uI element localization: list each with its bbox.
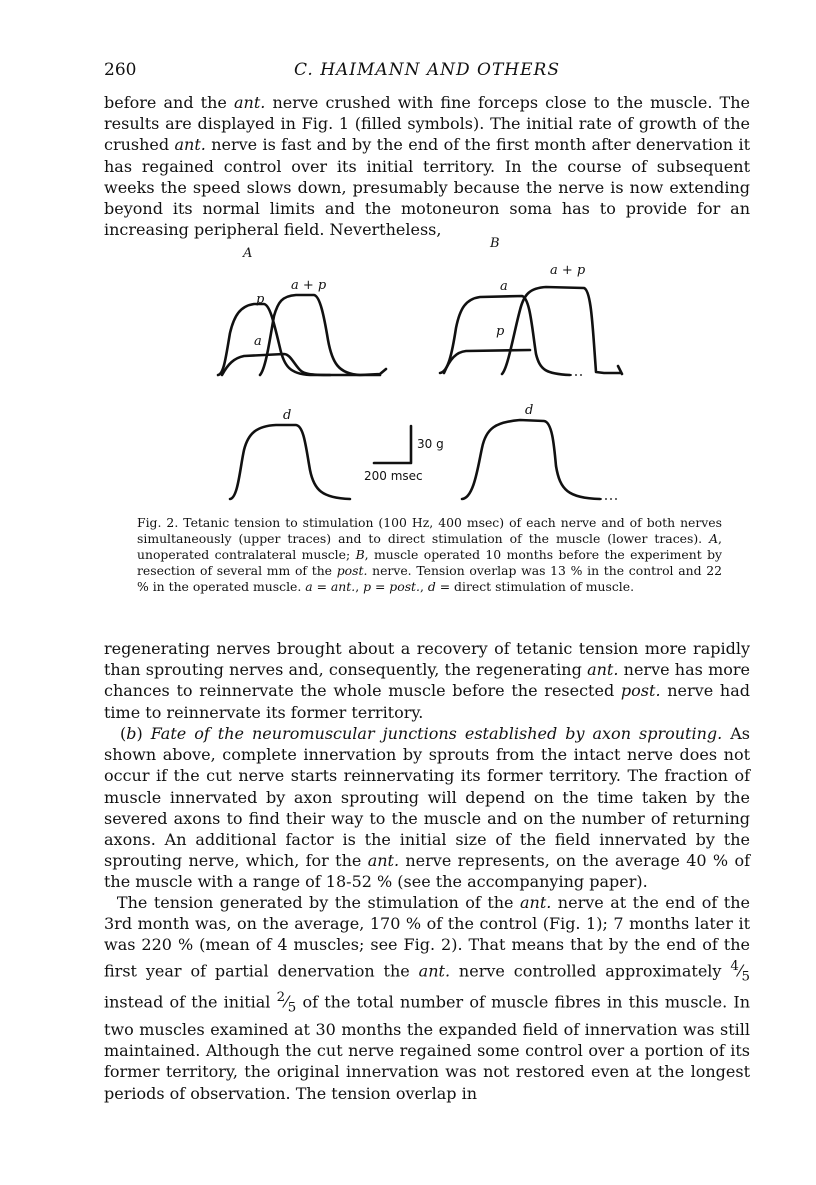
page-number: 260 [104,60,137,80]
paragraph-1: before and the ant. nerve crushed with fine forceps close to the muscle. The results are displayed in Fig. 1 (filled symbols). The initial rate of growth of the crushed ant. nerve is fast and by the end of the first month after denervation it has regained control over its initial territory. In the course of subsequent weeks the speed slows down, presumably because the nerve is now extending beyond its normal limits and the motoneuron soma has to provide for an increasing peripheral field. Nevertheless, [104,93,750,240]
panel-label-a: A [243,246,253,261]
paragraph-3: (b) Fate of the neuromuscular junctions established by axon sprouting. As shown above, complete innervation by sprouts from the intact nerve does not occur if the cut nerve starts reinnervating its former territory. The fraction of muscle innervated by axon sprouting will depend on the time taken by the severed axons to find their way to the muscle and on the number of returning axons. An additional factor is the initial size of the field innervated by the sprouting nerve, which, for the ant. nerve represents, on the average 40 % of the muscle with a range of 18-52 % (see the accompanying paper). [104,724,751,892]
label-b-d: d [525,403,534,418]
scale-bar [374,426,411,463]
figure-caption: Fig. 2. Tetanic tension to stimulation (100 Hz, 400 msec) of each nerve and of both nerves simultaneously (upper traces) and to direct stimulation of the muscle (lower traces). A, unoperated contralateral muscle; B, muscle operated 10 months before the experiment by resection of several mm of the post. nerve. Tension overlap was 13 % in the control and 22 % in the operated muscle. a = ant., p = post., d = direct stimulation of muscle. [137,515,723,594]
label-a-a: a [254,334,262,349]
label-b-a: a [500,279,508,294]
trace-a-d [230,425,350,499]
trace-b-aplusp [502,287,620,374]
scale-time-label: 200 msec [364,469,423,483]
trace-b-d [462,420,600,499]
paragraph-4: The tension generated by the stimulation of the ant. nerve at the end of the 3rd month was, on the average, 170 % of the control (Fig. 1); 7 months later it was 220 % (mean of 4 muscles; see Fig. 2). That means that by the end of the first year of partial denervation the ant. nerve controlled approximately $^4⁄_5$ instead of the initial $^2⁄_5$ of the total number of muscle fibres in this muscle. In two muscles examined at 30 months the expanded field of innervation was still maintained. Although the cut nerve regained some control over a portion of its former territory, the original innervation was not restored even at the longest periods of observation. The tension overlap in [104,893,751,1103]
running-title: C. HAIMANN AND OTHERS [293,60,560,80]
trace-a-p [218,304,380,375]
label-a-aplusp: a + p [291,278,327,293]
label-b-aplusp: a + p [550,263,586,278]
label-b-p: p [496,324,505,339]
panel-label-b: B [490,236,500,251]
page-header [104,60,750,90]
label-a-d: d [283,408,292,423]
trace-b-p [444,350,530,373]
trace-a-aplusp [260,295,386,375]
tension-traces [200,228,640,510]
label-a-p: p [256,292,265,307]
scale-tension-label: 30 g [417,437,444,451]
paragraph-2: regenerating nerves brought about a recovery of tetanic tension more rapidly than sprouting nerves and, consequently, the regenerating ant. nerve has more chances to reinnervate the whole muscle before the resected post. nerve had time to reinnervate its former territory. [104,639,750,722]
trace-b-a [440,296,570,375]
trace-a-a [222,354,330,375]
figure-2 [200,228,640,510]
